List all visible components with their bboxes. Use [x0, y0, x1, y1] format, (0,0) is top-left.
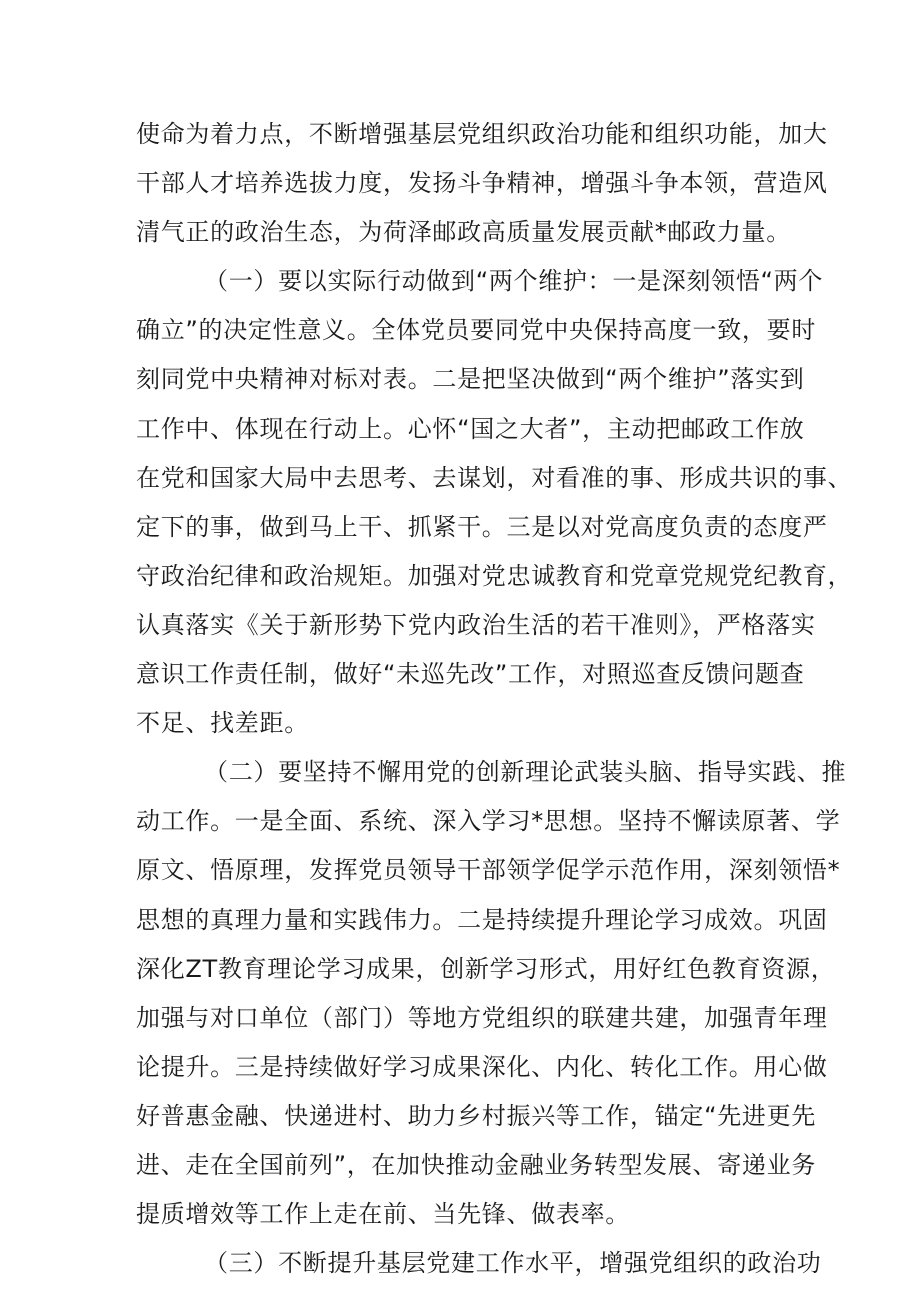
text-line: 守政治纪律和政治规矩。加强对党忠诚教育和党章党规党纪教育， — [136, 561, 853, 590]
text-line: 论提升。三是持续做好学习成果深化、内化、转化工作。用心做 — [136, 1052, 828, 1081]
text-line: 意识工作责任制，做好“未巡先改”工作，对照巡查反馈问题查 — [136, 660, 805, 689]
text-line: 确立”的决定性意义。全体党员要同党中央保持高度一致，要时 — [136, 316, 817, 345]
text-line: （三）不断提升基层党建工作水平，增强党组织的政治功 — [204, 1249, 822, 1278]
text-line: 提质增效等工作上走在前、当先锋、做表率。 — [136, 1200, 630, 1229]
text-line: 深化ZT教育理论学习成果，创新学习形式，用好红色教育资源， — [136, 954, 836, 983]
text-line: （一）要以实际行动做到“两个维护：一是深刻领悟“两个 — [204, 267, 824, 296]
text-line: 认真落实《关于新形势下党内政治生活的若干准则》，严格落实 — [136, 610, 816, 639]
text-line: （二）要坚持不懈用党的创新理论武装头脑、指导实践、推 — [204, 758, 847, 787]
text-line: 工作中、体现在行动上。心怀“国之大者”，主动把邮政工作放 — [136, 414, 805, 443]
text-line: 使命为着力点，不断增强基层党组织政治功能和组织功能，加大 — [136, 120, 828, 148]
text-line: 清气正的政治生态，为荷泽邮政高质量发展贡献*邮政力量。 — [136, 218, 791, 247]
text-line: 进、走在全国前列”，在加快推动金融业务转型发展、寄递业务 — [136, 1150, 817, 1179]
text-line: 干部人才培养选拔力度，发扬斗争精神，增强斗争本领，营造风 — [136, 169, 828, 198]
text-line: 思想的真理力量和实践伟力。二是持续提升理论学习成效。巩固 — [136, 905, 828, 934]
text-line: 在党和国家大局中去思考、去谋划，对看准的事、形成共识的事、 — [136, 463, 853, 492]
text-line: 动工作。一是全面、系统、深入学习*思想。坚持不懈读原著、学 — [136, 807, 841, 836]
text-line: 定下的事，做到马上干、抓紧干。三是以对党高度负责的态度严 — [136, 512, 828, 541]
text-line: 刻同党中央精神对标对表。二是把坚决做到“两个维护”落实到 — [136, 365, 805, 394]
text-line: 加强与对口单位（部门）等地方党组织的联建共建，加强青年理 — [136, 1003, 828, 1032]
text-line: 不足、找差距。 — [136, 709, 309, 738]
document-body — [136, 110, 853, 1288]
text-line: 好普惠金融、快递进村、助力乡村振兴等工作，锚定“先进更先 — [136, 1101, 817, 1130]
text-line: 原文、悟原理，发挥党员领导干部领学促学示范作用，深刻领悟* — [136, 856, 841, 885]
